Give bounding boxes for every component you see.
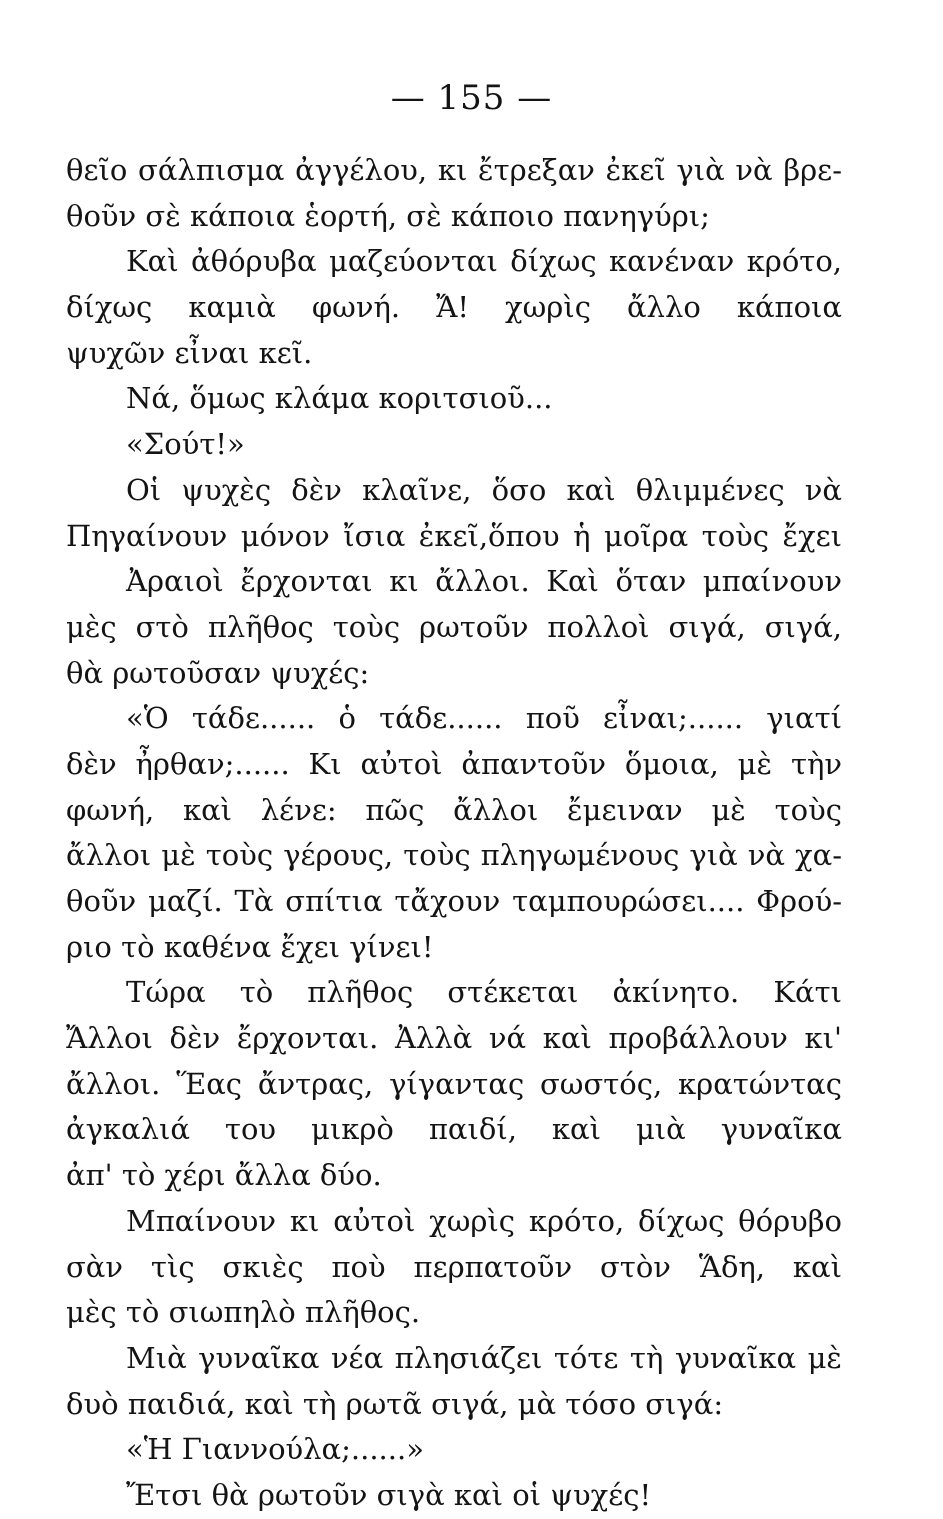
text-line: Πηγαίνουν μόνον ἴσια ἐκεῖ,ὅπου ἡ μοῖρα τοὺς ἔχει [66,518,842,553]
text-line: θοῦν σὲ κάποια ἑορτή, σὲ κάποιο πανηγύρι; [66,198,710,233]
text-line: ἀπ' τὸ χέρι ἄλλα δύο. [66,1158,382,1193]
page-number: — 155 — [390,78,553,118]
text-line: ἄλλοι μὲ τοὺς γέρους, τοὺς πληγωμένους γιὰ νὰ χα- [66,838,842,873]
text-line: Μπαίνουν κι αὐτοὶ χωρὶς κρότο, δίχως θόρυβο [126,1203,842,1238]
text-line: μὲς στὸ πλῆθος τοὺς ρωτοῦν πολλοὶ σιγά, σιγά, [66,609,842,644]
text-line: δυὸ παιδιά, καὶ τὴ ρωτᾶ σιγά, μὰ τόσο σιγά: [66,1386,724,1421]
text-line: Καὶ ἀθόρυβα μαζεύονται δίχως κανέναν κρότο, [126,244,842,279]
text-line: Ἀραιοὶ ἔρχονται κι ἄλλοι. Καὶ ὅταν μπαίνουν [126,564,842,599]
text-line: Ἔτσι θὰ ρωτοῦν σιγὰ καὶ οἱ ψυχές! [126,1477,652,1512]
body-text [66,148,842,1519]
text-line: θὰ ρωτοῦσαν ψυχές: [66,655,370,690]
text-line: ψυχῶν εἶναι κεῖ. [66,335,313,370]
text-line: «Σούτ!» [126,427,245,462]
text-line: φωνή, καὶ λένε: πῶς ἄλλοι ἔμειναν μὲ τοὺς [66,792,842,827]
text-line: Οἱ ψυχὲς δὲν κλαῖνε, ὅσο καὶ θλιμμένες νὰ [126,472,842,507]
text-line: Ἄλλοι δὲν ἔρχονται. Ἀλλὰ νά καὶ προβάλλουν κι' [66,1021,842,1056]
text-line: «Ἡ Γιαννούλα;......» [126,1432,424,1467]
text-line: ἄλλοι. Ἕας ἄντρας, γίγαντας σωστός, κρατώντας [66,1066,842,1101]
text-line: θεῖο σάλπισμα ἀγγέλου, κι ἔτρεξαν ἐκεῖ γιὰ νὰ βρε- [66,153,842,187]
text-line: Τώρα τὸ πλῆθος στέκεται ἀκίνητο. Κάτι [126,975,842,1010]
text-line: δίχως καμιὰ φωνή. Ἄ! χωρὶς ἄλλο κάποια [66,290,842,325]
text-line: μὲς τὸ σιωπηλὸ πλῆθος. [66,1295,421,1330]
text-line: ἀγκαλιά του μικρὸ παιδί, καὶ μιὰ γυναῖκα [66,1112,842,1147]
text-line: δὲν ἦρθαν;...... Κι αὐτοὶ ἀπαντοῦν ὅμοια, μὲ τὴν [66,746,842,781]
text-line: σὰν τὶς σκιὲς ποὺ περπατοῦν στὸν Ἅδη, καὶ [66,1249,842,1284]
text-line: Νά, ὅμως κλάμα κοριτσιοῦ... [126,381,553,416]
text-line: «Ὁ τάδε...... ὁ τάδε...... ποῦ εἶναι;...... γιατί [126,701,842,736]
text-line: ριο τὸ καθένα ἔχει γίνει! [66,929,434,964]
text-line: θοῦν μαζί. Τὰ σπίτια τἄχουν ταμπουρώσει.... Φρού- [66,884,842,918]
text-line: Μιὰ γυναῖκα νέα πλησιάζει τότε τὴ γυναῖκα μὲ [126,1340,842,1375]
